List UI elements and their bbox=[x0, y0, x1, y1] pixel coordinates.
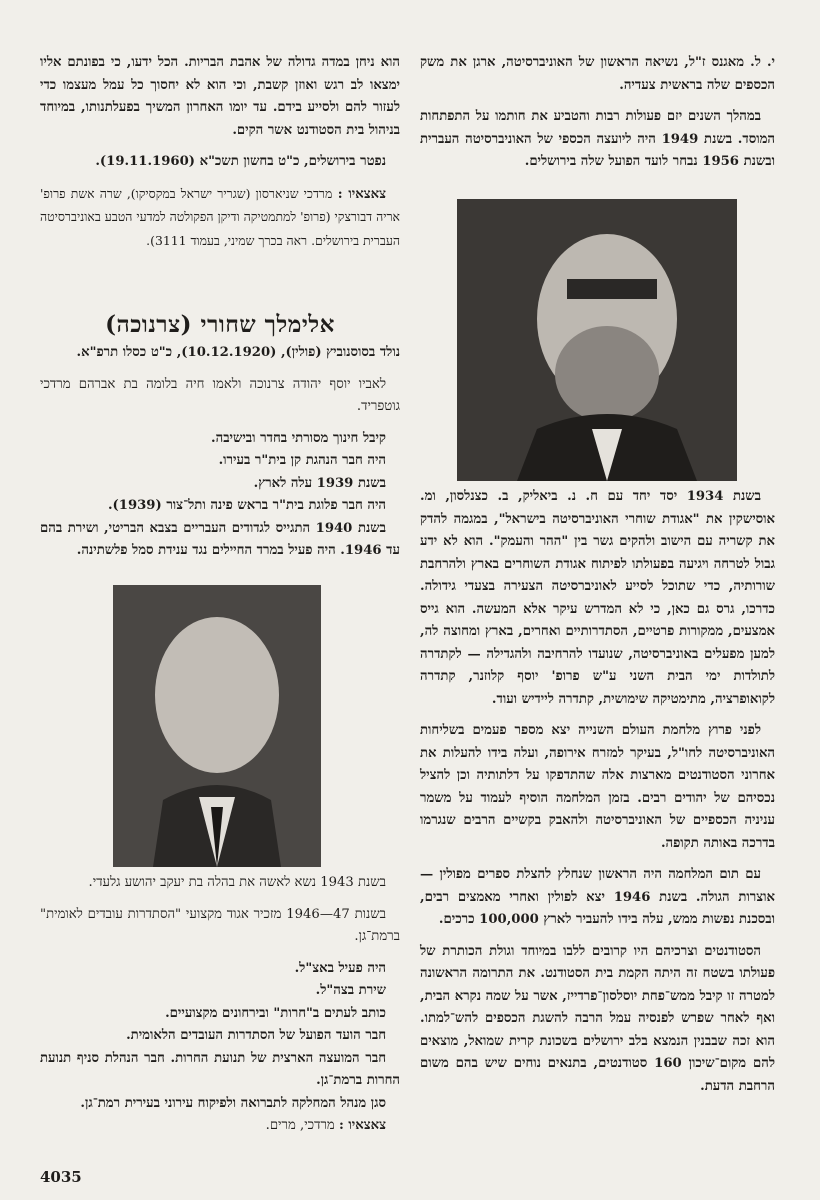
page-number: 4035 bbox=[40, 1168, 82, 1186]
marriage-text: בשנת 1943 נשא לאשה את בהלה בת יעקב יהושע גלעדי. bbox=[88, 875, 386, 890]
bio-paragraph: בשנת 1934 יסד יחד עם ח. נ. ביאליק, ב. כצנלסון, ומ. אוסישקין את "אגודת שוחרי האוניברסיטה בישראל", במגמה להדק את קשריה עם הישוב ולהקים גשר בין "ההר והעמק". הוא לא ידע גבול לטרחה ויגיעה בפעולתו לפיתוח אגודת השוחרים בארץ ולהרחבת שורותיה, כדי שתוכל לסייע לאוניברסיטה הצעירה בצעדי גידולה. כדרכו, גרס גם כאן, כי לא המדרש עיקר אלא המעשה. הוא גייס אמצעים, ממקורות פרטיים, הסתדרותיים ואחרים, בארץ ומחוצה לה, למען מפעלים באוניברסיטה, שנועדו להרחיבה ולהגדילה — לקתדרה לתולדות ימי הבית השני ע"ש פרופ' יוסף קלוזנר, קתדרה לקואופרציה, מתימטיקה שימושית, קתדרה ליידיש ועוד. bbox=[420, 489, 775, 707]
betar-line: היה חבר הנהגת קן בית"ר בעירו. bbox=[218, 453, 386, 468]
betar-company-line: היה חבר פלוגת בית"ר בראש פינה ותל־צור (1939). bbox=[107, 498, 386, 513]
education-line: קיבל חינוך מסורתי בחדר ובישיבה. bbox=[211, 430, 386, 446]
children-label: צאצאיו : bbox=[338, 1118, 386, 1133]
left-column-bottom bbox=[40, 872, 400, 1147]
children-block bbox=[40, 1115, 400, 1138]
children-text: מרדכי, מרים. bbox=[265, 1118, 335, 1133]
left-column-entry bbox=[40, 342, 400, 572]
entry-heading: אלימלך שחורי (צרנוכה) bbox=[105, 311, 335, 338]
bio-paragraph: הוא ניחן במדה גדולה של אהבת הבריות. הכל ידעו, כי בפונתם אליו ימצאו לב רגש ואוזן קשבת, וכי הוא לא יחסוך כל עמל מעצמו כדי לעזור להם ולסייע בידם. עד יומו האחרון המשיך בפעלתנותו, במיוחד בניהול בית הסטודנט אשר הקים. bbox=[40, 55, 400, 138]
etzel-line: היה פעיל באצ"ל. bbox=[294, 960, 386, 976]
bio-paragraph: הסטודנטים וצרכיהם היו קרובים ללבו במיוחד וגולת הכותרת של פעולתו בשטח זה היתה הקמת בית הסטודנט. את התרומה הראשונה למטרה זו קיבל ממש־פחת יוסלסון־פרדייז, אשר על שמה נקרא הבית, ואף לאחר שפרש לפנסיה עמל הרבה להשגת הכספים להש־למתו. הוא זכה שבבנין הנמצא בלב ירושלים בשכונת קרית שמואל, מוצאים להם מקום־שיכון 160 סטודנטים, בתנאים נוחים שיש בהם משום הרחבת הדעת. bbox=[420, 943, 775, 1094]
writer-line: כותב לעתים ב"חרות" ובירחונים מקצועיים. bbox=[165, 1005, 386, 1021]
death-date: נפטר בירושלים, כ"ט בחשון תשכ"א (19.11.1960). bbox=[95, 154, 386, 169]
portrait-magnes-era-man bbox=[457, 199, 737, 481]
descendants-block bbox=[40, 183, 400, 254]
deputy-line: סגן מנהל המחלקה לתברואה ולפיקוח עירוני בעירית רמת־גן. bbox=[80, 1095, 386, 1111]
marriage-line bbox=[40, 872, 400, 895]
right-column-top bbox=[420, 52, 775, 183]
bio-paragraph: לפני פרוץ מלחמת העולם השנייה יצא מספר פעמים בשליחות האוניברסיטה לחו"ל, בעיקר למזרח אירופה, ועלה בידו להעלות את אחרוני הסטודנטים מארצות אלה שהתדפקו על דלתותיה וכן להציל נכסיהם של יהודים רבים. בזמן המלחמה הוסיף לעמוד על משמר עניניה הכספיים של האוניברסיטה ולהאבק בקשיים הרבים שנגרמו בדרכה באותה תקופה. bbox=[420, 723, 775, 851]
aliyah-line: בשנת 1939 עלה לארץ. bbox=[253, 475, 386, 491]
secretary-line: בשנות 47—1946 מזכיר אגוד מקצועי "הסתדרות עובדים לאומית" ברמת־גן. bbox=[40, 906, 400, 944]
council-line: חבר הועד הפועל של הסתדרות העובדים הלאומית. bbox=[126, 1028, 386, 1043]
bio-paragraph: י. ל. מאגנס ז"ל, נשיאה הראשון של האוניברסיטה, ארגן את משק הכספים שלה בראשית צעדיה. bbox=[420, 55, 775, 93]
tzahal-line: שירת בצה"ל. bbox=[315, 983, 386, 998]
portrait-elimelech-shahori bbox=[113, 585, 321, 867]
birth-line: נולד בסוסנוביץ (פולין), (10.12.1920), כ"ט כסלו תרפ"א. bbox=[76, 345, 400, 360]
right-column-bottom bbox=[420, 486, 775, 1107]
left-column-top bbox=[40, 52, 400, 262]
parents-line: לאביו יוסף יהודה צרנוכה ולאמו חיה בלומה בת אברהם מרדכי גוטפריד. bbox=[40, 376, 400, 414]
descendants-text: מרדכי שניארסון (שגריר ישראל במקסיקו), שרה אשת פרופ' אריה דבורצקי (פרופ' למתמטיקה ודיקן הפקולטה למדעי הטבע באוניברסיטה העברית בירושלים. ראה בכרך שמיני, בעמוד 3111). bbox=[40, 185, 400, 248]
bio-paragraph: במהלך השנים יזם פעולות רבות והטביע את חותמו על התפתחות המוסד. בשנת 1949 היה ליועצה הכספי של האוניברסיטה העברית ובשנת 1956 נבחר לועד הפועל שלה בירושלים. bbox=[420, 109, 776, 169]
bio-paragraph: עם תום המלחמה היה הראשון שנחלץ להצלת ספרים מפולין — אוצרות הגולה. בשנת 1946 יצא לפולין ואחרי מאמצים רבים, ובסכנת נפשות ממש, עלה בידו להעביר לארץ 100,000 כרכים. bbox=[420, 867, 775, 927]
descendants-label: צאצאיו : bbox=[337, 186, 387, 202]
council-line: חבר המועצה הארצית של תנועת החרות. חבר הנהלת סניף תנועת החרות ברמת־גן. bbox=[40, 1050, 400, 1088]
army-line: בשנת 1940 התגייס לגדודים העבריים בצבא הבריטי, ושירת בהם עד 1946. היה פעיל במרד החיילים נגד ענידת סמל פלשתינה. bbox=[40, 520, 400, 558]
